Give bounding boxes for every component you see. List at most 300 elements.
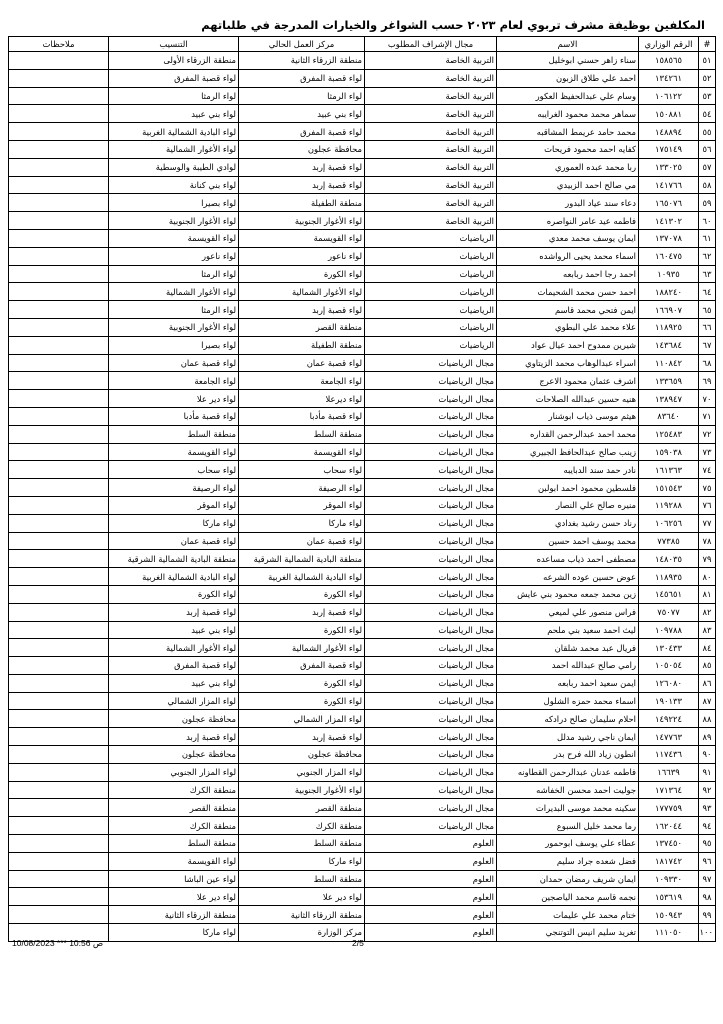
cell-name: منيره صالح علي النصار [497, 496, 639, 514]
cell-no: ٩١ [699, 763, 716, 781]
cell-workplace: محافظة عجلون [239, 140, 365, 158]
table-row [9, 906, 716, 924]
cell-name: فاطمه عيد عامر النواصره [497, 212, 639, 230]
cell-placement: لواء عين الباشا [109, 870, 239, 888]
cell-name: مي صالح احمد الزبيدي [497, 176, 639, 194]
cell-id: ١١٩٢٨٨ [639, 496, 699, 514]
cell-workplace: لواء الأغوار الشمالية [239, 283, 365, 301]
cell-notes [9, 123, 109, 141]
table-row [9, 461, 716, 479]
cell-no: ٨١ [699, 585, 716, 603]
cell-placement: لواء الأغوار الشمالية [109, 140, 239, 158]
cell-notes [9, 728, 109, 746]
cell-notes [9, 87, 109, 105]
table-row [9, 443, 716, 461]
cell-workplace: لواء الأغوار الجنوبية [239, 212, 365, 230]
cell-workplace: لواء بني عبيد [239, 105, 365, 123]
cell-no: ٨٩ [699, 728, 716, 746]
cell-notes [9, 603, 109, 621]
cell-name: دعاء سند عياد البدور [497, 194, 639, 212]
cell-id: ١١٨٩٣٥ [639, 568, 699, 586]
cell-id: ١٦٢٠٤٤ [639, 817, 699, 835]
cell-no: ٧٧ [699, 514, 716, 532]
cell-name: نجمه قاسم محمد الياصجين [497, 888, 639, 906]
cell-field: مجال الرياضيات [365, 354, 497, 372]
table-row [9, 603, 716, 621]
cell-field: مجال الرياضيات [365, 674, 497, 692]
cell-notes [9, 52, 109, 70]
cell-no: ٨٠ [699, 568, 716, 586]
cell-workplace: لواء الموقر [239, 496, 365, 514]
cell-no: ٧١ [699, 407, 716, 425]
cell-field: مجال الرياضيات [365, 496, 497, 514]
cell-id: ١٣٨٩٤٧ [639, 390, 699, 408]
cell-name: سماهر محمد محمود الغرايبه [497, 105, 639, 123]
cell-workplace: منطقة السلط [239, 835, 365, 853]
col-header-workplace: مركز العمل الحالي [239, 37, 365, 52]
cell-name: اسراء عبدالوهاب محمد الزيتاوي [497, 354, 639, 372]
cell-id: ١٤٣٦٨٤ [639, 336, 699, 354]
cell-name: احلام سليمان صالح درادكه [497, 710, 639, 728]
cell-id: ١٤٧٧٦٣ [639, 728, 699, 746]
cell-no: ٩٩ [699, 906, 716, 924]
table-row [9, 212, 716, 230]
col-header-id: الرقم الوزاري [639, 37, 699, 52]
cell-no: ٨٤ [699, 639, 716, 657]
cell-name: تغريد سليم انيس التوتنجي [497, 924, 639, 942]
cell-placement: منطقة الزرقاء الأولى [109, 52, 239, 70]
cell-workplace: لواء الجامعة [239, 372, 365, 390]
cell-notes [9, 674, 109, 692]
cell-field: مجال الرياضيات [365, 479, 497, 497]
cell-field: العلوم [365, 906, 497, 924]
cell-workplace: لواء قصبة إربد [239, 603, 365, 621]
cell-workplace: لواء قصبة إربد [239, 158, 365, 176]
cell-name: وسام علي عبدالحفيظ العكور [497, 87, 639, 105]
cell-placement: لواء الموقر [109, 496, 239, 514]
table-row [9, 550, 716, 568]
cell-field: التربية الخاصة [365, 87, 497, 105]
cell-id: ١٣٧٤٥٠ [639, 835, 699, 853]
cell-workplace: لواء قصبة عمان [239, 532, 365, 550]
cell-name: احمد رجا احمد ربابعه [497, 265, 639, 283]
cell-workplace: لواء ماركا [239, 514, 365, 532]
col-header-field: مجال الإشراف المطلوب [365, 37, 497, 52]
cell-field: التربية الخاصة [365, 176, 497, 194]
cell-field: مجال الرياضيات [365, 781, 497, 799]
cell-workplace: لواء المزار الجنوبي [239, 763, 365, 781]
cell-placement: لواء قصبة عمان [109, 354, 239, 372]
cell-field: الرياضيات [365, 336, 497, 354]
cell-no: ٦٧ [699, 336, 716, 354]
table-row [9, 354, 716, 372]
cell-notes [9, 354, 109, 372]
cell-workplace: منطقة الكرك [239, 817, 365, 835]
cell-placement: لواء الرمثا [109, 87, 239, 105]
cell-workplace: لواء قصبة المفرق [239, 657, 365, 675]
cell-notes [9, 817, 109, 835]
cell-id: ١٠٩٣٥ [639, 265, 699, 283]
cell-notes [9, 621, 109, 639]
cell-placement: منطقة القصر [109, 799, 239, 817]
cell-workplace: لواء قصبة إربد [239, 176, 365, 194]
cell-no: ٥٢ [699, 69, 716, 87]
cell-no: ٧٢ [699, 425, 716, 443]
cell-no: ٥٥ [699, 123, 716, 141]
cell-name: زين محمد جمعه محمود بني عايش [497, 585, 639, 603]
cell-workplace: لواء القويسمة [239, 229, 365, 247]
cell-field: التربية الخاصة [365, 212, 497, 230]
cell-id: ١٠٥٠٥٤ [639, 657, 699, 675]
cell-placement: لواء بني عبيد [109, 105, 239, 123]
cell-placement: لواء قصبة مأدبا [109, 407, 239, 425]
cell-workplace: منطقة القصر [239, 799, 365, 817]
table-row [9, 657, 716, 675]
cell-field: التربية الخاصة [365, 105, 497, 123]
cell-field: مجال الرياضيات [365, 514, 497, 532]
cell-no: ٨٢ [699, 603, 716, 621]
cell-no: ٩٢ [699, 781, 716, 799]
cell-field: مجال الرياضيات [365, 390, 497, 408]
cell-notes [9, 229, 109, 247]
cell-workplace: لواء الكورة [239, 692, 365, 710]
cell-placement: لواء قصبة إربد [109, 728, 239, 746]
cell-notes [9, 496, 109, 514]
table-row [9, 69, 716, 87]
cell-name: ليث احمد سعيد بني ملحم [497, 621, 639, 639]
cell-no: ٧٠ [699, 390, 716, 408]
cell-field: مجال الرياضيات [365, 407, 497, 425]
cell-name: اسماء محمد يحيى الرواشده [497, 247, 639, 265]
cell-id: ١٢٦٠٨٠ [639, 674, 699, 692]
cell-no: ٥٩ [699, 194, 716, 212]
cell-name: نادر حمد سند الدبايبه [497, 461, 639, 479]
cell-id: ١٤٥٦٥١ [639, 585, 699, 603]
table-row [9, 799, 716, 817]
cell-placement: لواء قصبة المفرق [109, 69, 239, 87]
table-row [9, 728, 716, 746]
cell-no: ٦٢ [699, 247, 716, 265]
table-row [9, 639, 716, 657]
cell-no: ٩٤ [699, 817, 716, 835]
cell-no: ٩٦ [699, 852, 716, 870]
table-row [9, 763, 716, 781]
cell-workplace: لواء الأغوار الجنوبية [239, 781, 365, 799]
cell-field: التربية الخاصة [365, 52, 497, 70]
cell-field: التربية الخاصة [365, 140, 497, 158]
cell-placement: لواء الكورة [109, 585, 239, 603]
table-row [9, 852, 716, 870]
table-row [9, 781, 716, 799]
cell-no: ٥١ [699, 52, 716, 70]
table-row [9, 140, 716, 158]
cell-id: ١٠٩٣٣٠ [639, 870, 699, 888]
cell-id: ١٤٩٢٢٤ [639, 710, 699, 728]
cell-name: شيرين ممدوح احمد عيال عواد [497, 336, 639, 354]
cell-workplace: لواء قصبة المفرق [239, 69, 365, 87]
cell-workplace: لواء قصبة مأدبا [239, 407, 365, 425]
cell-field: مجال الرياضيات [365, 443, 497, 461]
cell-workplace: لواء الكورة [239, 674, 365, 692]
cell-id: ١٣٣٠٢٥ [639, 158, 699, 176]
table-row [9, 746, 716, 764]
cell-placement: لواء الرمثا [109, 265, 239, 283]
cell-placement: لواء بني عبيد [109, 621, 239, 639]
cell-id: ١٠٦١٢٢ [639, 87, 699, 105]
cell-id: ١٥١٥٤٣ [639, 479, 699, 497]
cell-workplace: منطقة السلط [239, 425, 365, 443]
cell-placement: لواء سحاب [109, 461, 239, 479]
cell-workplace: لواء ماركا [239, 852, 365, 870]
cell-field: التربية الخاصة [365, 194, 497, 212]
cell-notes [9, 247, 109, 265]
cell-placement: لواء قصبة المفرق [109, 657, 239, 675]
col-header-name: الاسم [497, 37, 639, 52]
cell-id: ١٩٠١٣٣ [639, 692, 699, 710]
table-row [9, 425, 716, 443]
cell-field: العلوم [365, 888, 497, 906]
cell-workplace: لواء الرمثا [239, 87, 365, 105]
cell-no: ٥٧ [699, 158, 716, 176]
table-row [9, 123, 716, 141]
cell-no: ٦٩ [699, 372, 716, 390]
cell-notes [9, 763, 109, 781]
cell-id: ١١٧٤٣٦ [639, 746, 699, 764]
cell-workplace: لواء الكورة [239, 621, 365, 639]
cell-name: رامي صالح عبدالله احمد [497, 657, 639, 675]
cell-notes [9, 852, 109, 870]
table-row [9, 105, 716, 123]
cell-id: ١٠٦٢٥٦ [639, 514, 699, 532]
cell-notes [9, 407, 109, 425]
cell-workplace: لواء سحاب [239, 461, 365, 479]
cell-field: العلوم [365, 924, 497, 942]
cell-id: ١٣٤٢٦١ [639, 69, 699, 87]
cell-field: مجال الرياضيات [365, 692, 497, 710]
cell-placement: لواء الجامعة [109, 372, 239, 390]
cell-workplace: منطقة الزرقاء الثانية [239, 906, 365, 924]
cell-notes [9, 710, 109, 728]
cell-notes [9, 372, 109, 390]
cell-name: اسماء محمد حمزه الشلول [497, 692, 639, 710]
cell-placement: لواء القويسمة [109, 852, 239, 870]
cell-notes [9, 194, 109, 212]
roster-table [8, 36, 716, 942]
cell-name: ايمان ناجي رشيد مدلل [497, 728, 639, 746]
cell-workplace: لواء قصبة المفرق [239, 123, 365, 141]
table-row [9, 692, 716, 710]
cell-field: مجال الرياضيات [365, 461, 497, 479]
table-row [9, 835, 716, 853]
table-row [9, 817, 716, 835]
cell-field: العلوم [365, 852, 497, 870]
cell-no: ٨٨ [699, 710, 716, 728]
cell-name: احمد حسن محمد الشحيمات [497, 283, 639, 301]
table-row [9, 301, 716, 319]
cell-notes [9, 692, 109, 710]
cell-name: فضل شعده جراد سليم [497, 852, 639, 870]
roster-body [9, 52, 716, 942]
cell-workplace: منطقة الطفيلة [239, 194, 365, 212]
table-row [9, 621, 716, 639]
cell-no: ٦٠ [699, 212, 716, 230]
cell-workplace: لواء الكورة [239, 585, 365, 603]
cell-id: ١٨٨٢٤٠ [639, 283, 699, 301]
cell-placement: لواء قصبة عمان [109, 532, 239, 550]
cell-no: ٦٥ [699, 301, 716, 319]
cell-placement: لواء دير علا [109, 390, 239, 408]
table-row [9, 372, 716, 390]
cell-placement: لواء الرمثا [109, 301, 239, 319]
cell-field: مجال الرياضيات [365, 550, 497, 568]
cell-workplace: لواء قصبة عمان [239, 354, 365, 372]
cell-notes [9, 550, 109, 568]
page-title: المكلفين بوظيفة مشرف تربوي لعام ٢٠٢٣ حسب الشواغر والخيارات المدرجة في طلباتهم [201, 18, 705, 32]
cell-name: محمد حامد عريمط المشاقبه [497, 123, 639, 141]
cell-id: ١٢٥٤٨٣ [639, 425, 699, 443]
cell-field: الرياضيات [365, 318, 497, 336]
table-row [9, 710, 716, 728]
cell-notes [9, 532, 109, 550]
cell-no: ٧٦ [699, 496, 716, 514]
cell-id: ١٤٨٨٩٤ [639, 123, 699, 141]
cell-placement: لواء الأغوار الجنوبية [109, 212, 239, 230]
cell-placement: منطقة السلط [109, 835, 239, 853]
cell-name: ربا محمد عبده العموري [497, 158, 639, 176]
cell-placement: لواء بصيرا [109, 336, 239, 354]
cell-workplace: لواء ديرعلا [239, 390, 365, 408]
cell-placement: لواء القويسمة [109, 229, 239, 247]
cell-no: ٦٨ [699, 354, 716, 372]
cell-notes [9, 443, 109, 461]
cell-workplace: لواء القويسمة [239, 443, 365, 461]
cell-field: مجال الرياضيات [365, 425, 497, 443]
cell-name: احمد علي طلاق الزبون [497, 69, 639, 87]
cell-id: ١٨١٧٤٢ [639, 852, 699, 870]
cell-notes [9, 283, 109, 301]
cell-workplace: لواء قصبة إربد [239, 301, 365, 319]
cell-placement: لواء البادية الشمالية الغربية [109, 568, 239, 586]
cell-placement: لواء البادية الشمالية الغربية [109, 123, 239, 141]
cell-workplace: منطقة القصر [239, 318, 365, 336]
cell-no: ٩٠ [699, 746, 716, 764]
cell-name: اشرف عثمان محمود الاعرج [497, 372, 639, 390]
cell-notes [9, 140, 109, 158]
table-row [9, 514, 716, 532]
cell-no: ٦٤ [699, 283, 716, 301]
cell-notes [9, 479, 109, 497]
cell-name: كفايه احمد محمود فريحات [497, 140, 639, 158]
cell-workplace: لواء المزار الشمالي [239, 710, 365, 728]
cell-id: ١٥٩٠٣٨ [639, 443, 699, 461]
cell-no: ٥٤ [699, 105, 716, 123]
table-row [9, 229, 716, 247]
col-header-no: # [699, 37, 716, 52]
cell-id: ١٧١٣٦٤ [639, 781, 699, 799]
cell-placement: لواء بني عبيد [109, 674, 239, 692]
cell-workplace: لواء الأغوار الشمالية [239, 639, 365, 657]
cell-id: ١٥٨٥٦٥ [639, 52, 699, 70]
cell-notes [9, 105, 109, 123]
cell-field: مجال الرياضيات [365, 710, 497, 728]
cell-id: ١١٠٨٤٢ [639, 354, 699, 372]
table-row [9, 176, 716, 194]
cell-workplace: منطقة السلط [239, 870, 365, 888]
cell-placement: لواء بني كنانة [109, 176, 239, 194]
cell-workplace: لواء الكورة [239, 265, 365, 283]
cell-field: العلوم [365, 835, 497, 853]
cell-field: مجال الرياضيات [365, 372, 497, 390]
cell-no: ٨٣ [699, 621, 716, 639]
cell-id: ١١١٠٥٠ [639, 924, 699, 942]
cell-notes [9, 212, 109, 230]
cell-placement: لواء دير علا [109, 888, 239, 906]
cell-placement: لواء ماركا [109, 924, 239, 942]
cell-workplace: لواء ناعور [239, 247, 365, 265]
cell-workplace: مركز الوزارة [239, 924, 365, 942]
cell-field: مجال الرياضيات [365, 621, 497, 639]
cell-notes [9, 781, 109, 799]
cell-name: عوض حسين عوده الشرعه [497, 568, 639, 586]
cell-workplace: لواء دير علا [239, 888, 365, 906]
table-row [9, 674, 716, 692]
cell-placement: لواء ناعور [109, 247, 239, 265]
cell-id: ١٦١٣٦٣ [639, 461, 699, 479]
cell-notes [9, 301, 109, 319]
cell-name: ايمان شريف رمضان حمدان [497, 870, 639, 888]
table-row [9, 888, 716, 906]
cell-name: ايمن سعيد احمد ربابعه [497, 674, 639, 692]
cell-id: ١٣٠٤٣٣ [639, 639, 699, 657]
cell-id: ٨٣٦٤٠ [639, 407, 699, 425]
page-number: 2/5 [352, 938, 364, 948]
cell-placement: لواء الأغوار الشمالية [109, 283, 239, 301]
cell-field: مجال الرياضيات [365, 728, 497, 746]
table-row [9, 52, 716, 70]
table-row [9, 283, 716, 301]
cell-notes [9, 265, 109, 283]
table-row [9, 496, 716, 514]
cell-no: ٨٧ [699, 692, 716, 710]
cell-no: ٦٣ [699, 265, 716, 283]
cell-no: ١٠٠ [699, 924, 716, 942]
cell-notes [9, 870, 109, 888]
cell-id: ١٣٧٠٧٨ [639, 229, 699, 247]
cell-notes [9, 639, 109, 657]
cell-field: الرياضيات [365, 265, 497, 283]
table-row [9, 158, 716, 176]
cell-notes [9, 318, 109, 336]
cell-workplace: محافظة عجلون [239, 746, 365, 764]
table-row [9, 390, 716, 408]
cell-no: ٦٦ [699, 318, 716, 336]
cell-no: ٩٣ [699, 799, 716, 817]
cell-no: ٧٥ [699, 479, 716, 497]
cell-name: سناء زاهر حسني ابوخليل [497, 52, 639, 70]
cell-id: ١٤٨٠٣٥ [639, 550, 699, 568]
cell-no: ٥٣ [699, 87, 716, 105]
cell-notes [9, 746, 109, 764]
cell-notes [9, 906, 109, 924]
col-header-placement: التنسيب [109, 37, 239, 52]
cell-field: التربية الخاصة [365, 69, 497, 87]
cell-name: سكينه محمد موسى البديرات [497, 799, 639, 817]
cell-field: مجال الرياضيات [365, 746, 497, 764]
cell-id: ١٦٦٩٠٧ [639, 301, 699, 319]
cell-no: ٨٥ [699, 657, 716, 675]
cell-workplace: لواء قصبة إربد [239, 728, 365, 746]
cell-workplace: لواء الرصيفة [239, 479, 365, 497]
